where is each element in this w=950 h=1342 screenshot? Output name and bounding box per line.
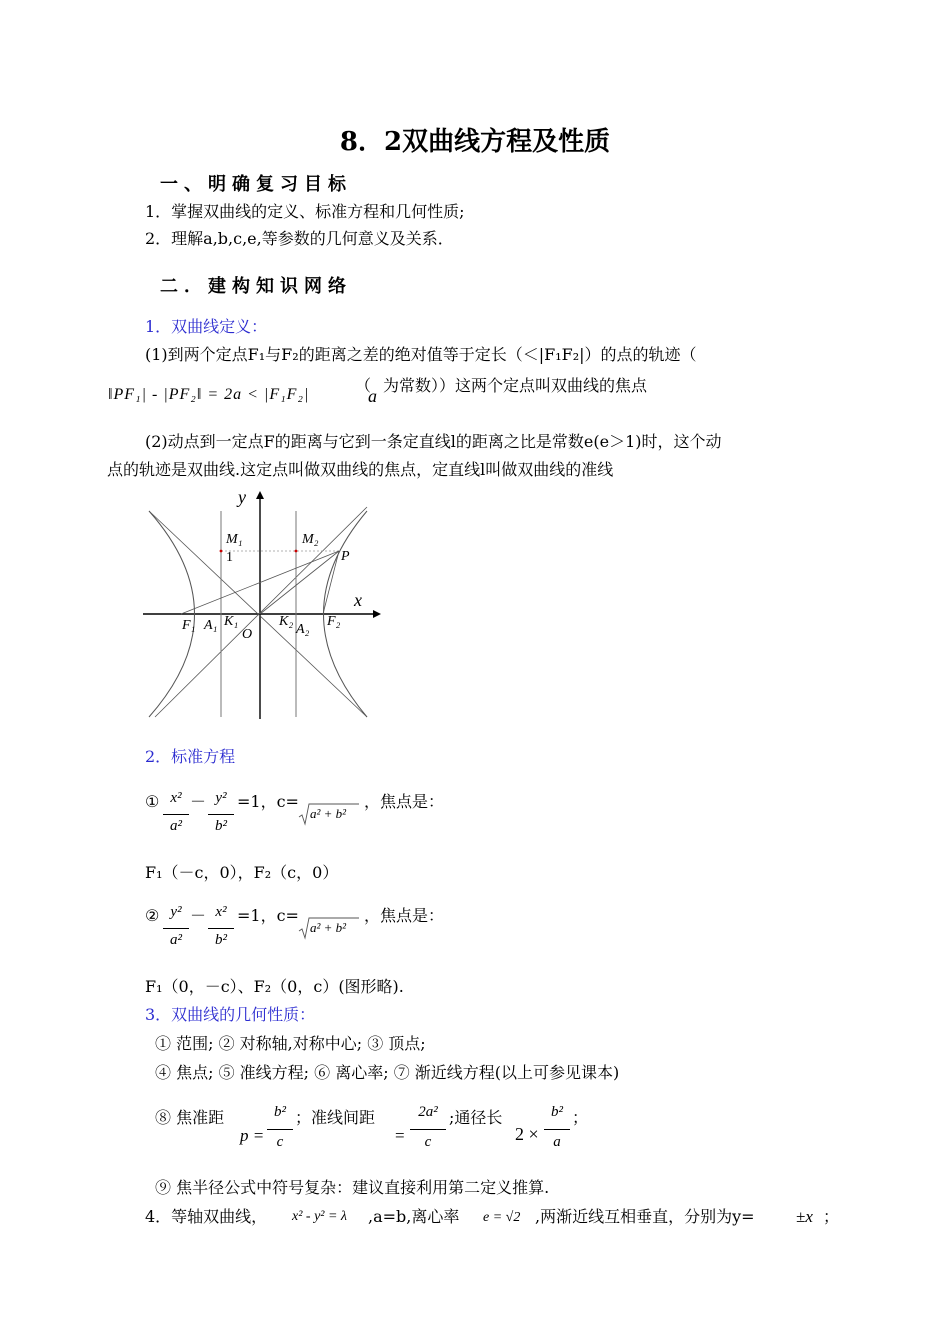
p-fraction: [267, 1104, 293, 1158]
latus-prefix: 2 ×: [515, 1124, 539, 1144]
y-axis-label: y: [238, 487, 246, 507]
label-m1: M₁: [226, 532, 243, 547]
definition-1-paren: （: [355, 376, 372, 395]
properties-line-3b: ；准线间距: [295, 1108, 376, 1127]
p-bar: [267, 1129, 293, 1130]
eq2-prefix: ②: [145, 906, 160, 925]
definition-1-a: a: [368, 386, 377, 406]
point-m2: [295, 550, 298, 553]
eq2-tail: ，焦点是：: [364, 906, 445, 925]
p-equals: p =: [240, 1126, 265, 1145]
d-bar: [410, 1129, 446, 1130]
properties-line-4: ⑨ 焦半径公式中符号复杂：建议直接利用第二定义推算.: [155, 1178, 550, 1197]
properties-line-3d: ；: [572, 1108, 589, 1127]
properties-line-5c: ,两渐近线互相垂直，分别为y=: [535, 1207, 755, 1226]
label-f2: F₂: [327, 614, 341, 629]
goal-item-2: 2．理解a,b,c,e,等参数的几何意义及关系．: [145, 229, 454, 248]
eq2-num-2: x²: [215, 904, 227, 920]
eq1-prefix: ①: [145, 792, 160, 811]
latus-num: b²: [551, 1104, 563, 1120]
eq1-minus: －: [190, 792, 207, 811]
p-num: b²: [274, 1104, 286, 1120]
d-equals: =: [395, 1126, 405, 1145]
definition-2-line2: 点的轨迹是双曲线.这定点叫做双曲线的焦点，定直线l叫做双曲线的准线: [107, 460, 614, 479]
foci-line-2: F₁（0，－c）、F₂（0，c）(图形略).: [145, 977, 404, 996]
eq2-num-1: y²: [170, 904, 182, 920]
eq1-fraction-2: [208, 790, 234, 842]
label-m2: M₂: [302, 532, 319, 547]
eq1-den-1: a²: [170, 818, 182, 834]
properties-line-5b: ,a=b,离心率: [368, 1207, 460, 1226]
label-k2: K₂: [279, 614, 294, 629]
latus-fraction: [544, 1104, 570, 1158]
definition-title: 1．双曲线定义：: [145, 317, 268, 336]
eq2-bar-2: [208, 928, 234, 929]
label-f1: F₁: [182, 618, 196, 633]
eq1-tail: ，焦点是：: [364, 792, 445, 811]
properties-line-3c: ;通径长: [449, 1108, 503, 1127]
label-a1: A₁: [204, 618, 218, 633]
y-axis-arrow: [256, 491, 264, 499]
eq2-rest: =1，c=: [237, 906, 299, 925]
eq2-fraction-1: [163, 904, 189, 956]
properties-line-2: ④ 焦点; ⑤ 准线方程; ⑥ 离心率; ⑦ 渐近线方程(以上可参见课本): [155, 1063, 620, 1082]
eq1-sqrt: [298, 800, 360, 826]
d-num: 2a²: [418, 1104, 438, 1120]
eq1-sqrt-content: a² + b²: [310, 806, 347, 821]
label-p: P: [341, 549, 350, 564]
point-m1: [220, 550, 223, 553]
definition-1-line: (1)到两个定点F₁与F₂的距离之差的绝对值等于定长（＜|F₁F₂|）的点的轨迹（: [145, 345, 697, 364]
definition-1-formula: ‖PF₁| - |PF₂‖ = 2a < |F₁F₂|: [108, 386, 310, 403]
eq2-den-1: a²: [170, 932, 182, 948]
eq2-fraction-2: [208, 904, 234, 956]
eq2-sqrt: [298, 914, 360, 940]
eccentricity-value: e = √2: [483, 1210, 521, 1225]
properties-line-3a: ⑧ 焦准距: [155, 1108, 225, 1127]
eq1-num-2: y²: [215, 790, 227, 806]
properties-title: 3．双曲线的几何性质：: [145, 1005, 316, 1024]
eq2-den-2: b²: [215, 932, 227, 948]
standard-equation-title: 2．标准方程: [145, 747, 236, 766]
equilateral-equation: x² - y² = λ: [292, 1209, 347, 1224]
p-den: c: [276, 1134, 284, 1150]
line-p-f2: [323, 551, 339, 614]
eq1-bar-2: [208, 814, 234, 815]
goal-item-1: 1．掌握双曲线的定义、标准方程和几何性质;: [145, 202, 465, 221]
eq2-bar-1: [163, 928, 189, 929]
section-heading-goals: 一、明确复习目标: [160, 174, 352, 195]
definition-2-line1: (2)动点到一定点F的距离与它到一条定直线l的距离之比是常数e(e＞1)时，这个动: [145, 432, 722, 451]
asymptote-value: ±x: [796, 1207, 813, 1226]
eq2-minus: －: [190, 906, 207, 925]
eq1-num-1: x²: [170, 790, 182, 806]
eq1-rest: =1，c=: [237, 792, 299, 811]
latus-den: a: [553, 1134, 561, 1150]
x-axis-arrow: [373, 610, 381, 618]
eq1-bar-1: [163, 814, 189, 815]
label-a2: A₂: [296, 622, 310, 637]
d-fraction: [410, 1104, 446, 1158]
foci-line-1: F₁（－c，0），F₂（c，0）: [145, 863, 339, 882]
d-den: c: [424, 1134, 432, 1150]
properties-line-5a: 4．等轴双曲线，: [145, 1207, 268, 1226]
eq2-sqrt-content: a² + b²: [310, 920, 347, 935]
eq1-den-2: b²: [215, 818, 227, 834]
properties-line-1: ① 范围; ② 对称轴,对称中心; ③ 顶点;: [155, 1034, 426, 1053]
properties-line-5-end: ；: [823, 1207, 840, 1226]
definition-1-tail: 为常数））这两个定点叫双曲线的焦点: [383, 376, 648, 395]
eq1-fraction-1: [163, 790, 189, 842]
hyperbola-figure: [135, 485, 385, 725]
label-one: 1: [226, 550, 233, 565]
latus-bar: [544, 1129, 570, 1130]
page-title: 8．2双曲线方程及性质: [339, 127, 611, 157]
label-o: O: [242, 627, 253, 642]
x-axis-label: x: [354, 590, 362, 610]
label-k1: K₁: [224, 614, 239, 629]
section-heading-network: 二．建构知识网络: [160, 276, 352, 297]
